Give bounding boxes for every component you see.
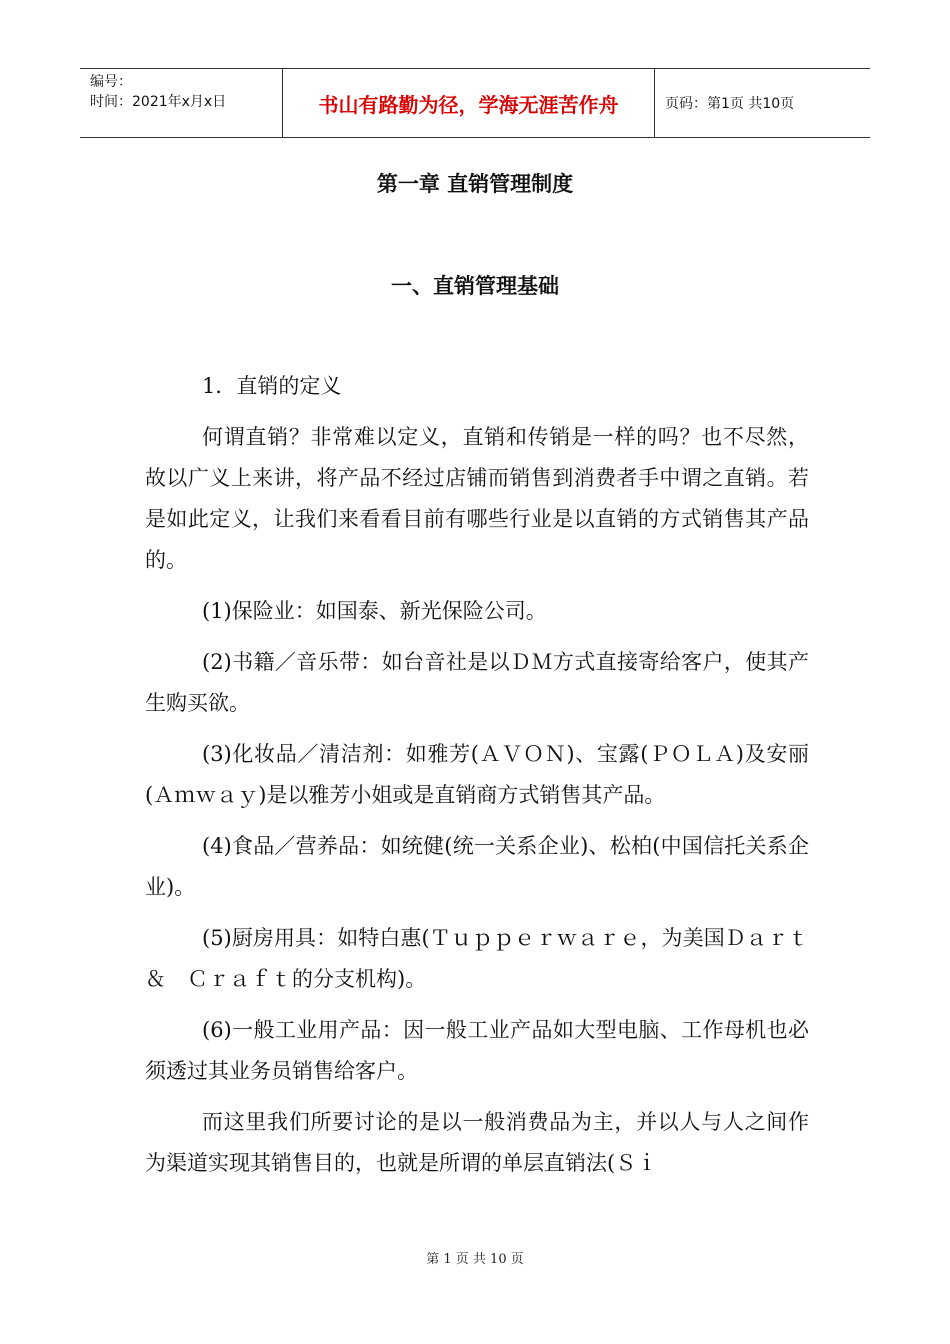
header-page-label: 页码：第1页 共10页 — [665, 96, 795, 112]
header-page-cell — [655, 69, 870, 137]
chapter-title: 第一章 直销管理制度 — [376, 172, 574, 196]
paragraph: 而这里我们所要讨论的是以一般消费品为主，并以人与人之间作为渠道实现其销售目的，也就是所谓的单层直销法(Ｓｉ — [145, 1110, 809, 1175]
document-date-label: 时间：2021年x月x日 — [90, 94, 227, 110]
list-item: (2)书籍／音乐带：如台音社是以ＤＭ方式直接寄给客户，使其产生购买欲。 — [145, 650, 809, 715]
list-item: (3)化妆品／清洁剂：如雅芳(ＡＶＯＮ)、宝露(ＰＯＬＡ)及安丽(Ａｍｗａｙ)是以雅芳小姐或是直销商方式销售其产品。 — [145, 742, 809, 807]
document-number-label: 编号： — [90, 74, 132, 90]
list-item: (1)保险业：如国泰、新光保险公司。 — [202, 599, 547, 623]
header-motto-cell — [283, 69, 655, 137]
header-motto: 书山有路勤为径，学海无涯苦作舟 — [318, 92, 619, 117]
list-item: (5)厨房用具：如特白惠(Ｔｕｐｐｅｒｗａｒｅ，为美国Ｄａｒｔ ＆ Ｃｒａｆｔ的分支机构)。 — [145, 926, 830, 991]
document-header — [80, 68, 870, 138]
section-title: 一、直销管理基础 — [391, 274, 559, 298]
paragraph: 何谓直销？非常难以定义，直销和传销是一样的吗？也不尽然，故以广义上来讲，将产品不经过店铺而销售到消费者手中谓之直销。若是如此定义，让我们来看看目前有哪些行业是以直销的方式销售其产品的。 — [145, 425, 809, 572]
list-item: (6)一般工业用产品：因一般工业产品如大型电脑、工作母机也必须透过其业务员销售给客户。 — [145, 1018, 809, 1083]
header-meta-cell — [80, 69, 283, 137]
subsection-heading: 1．直销的定义 — [202, 374, 342, 398]
page-footer: 第 1 页 共 10 页 — [426, 1252, 524, 1267]
document-body — [145, 366, 830, 1194]
list-item: (4)食品／营养品：如统健(统一关系企业)、松柏(中国信托关系企业)。 — [145, 834, 809, 899]
